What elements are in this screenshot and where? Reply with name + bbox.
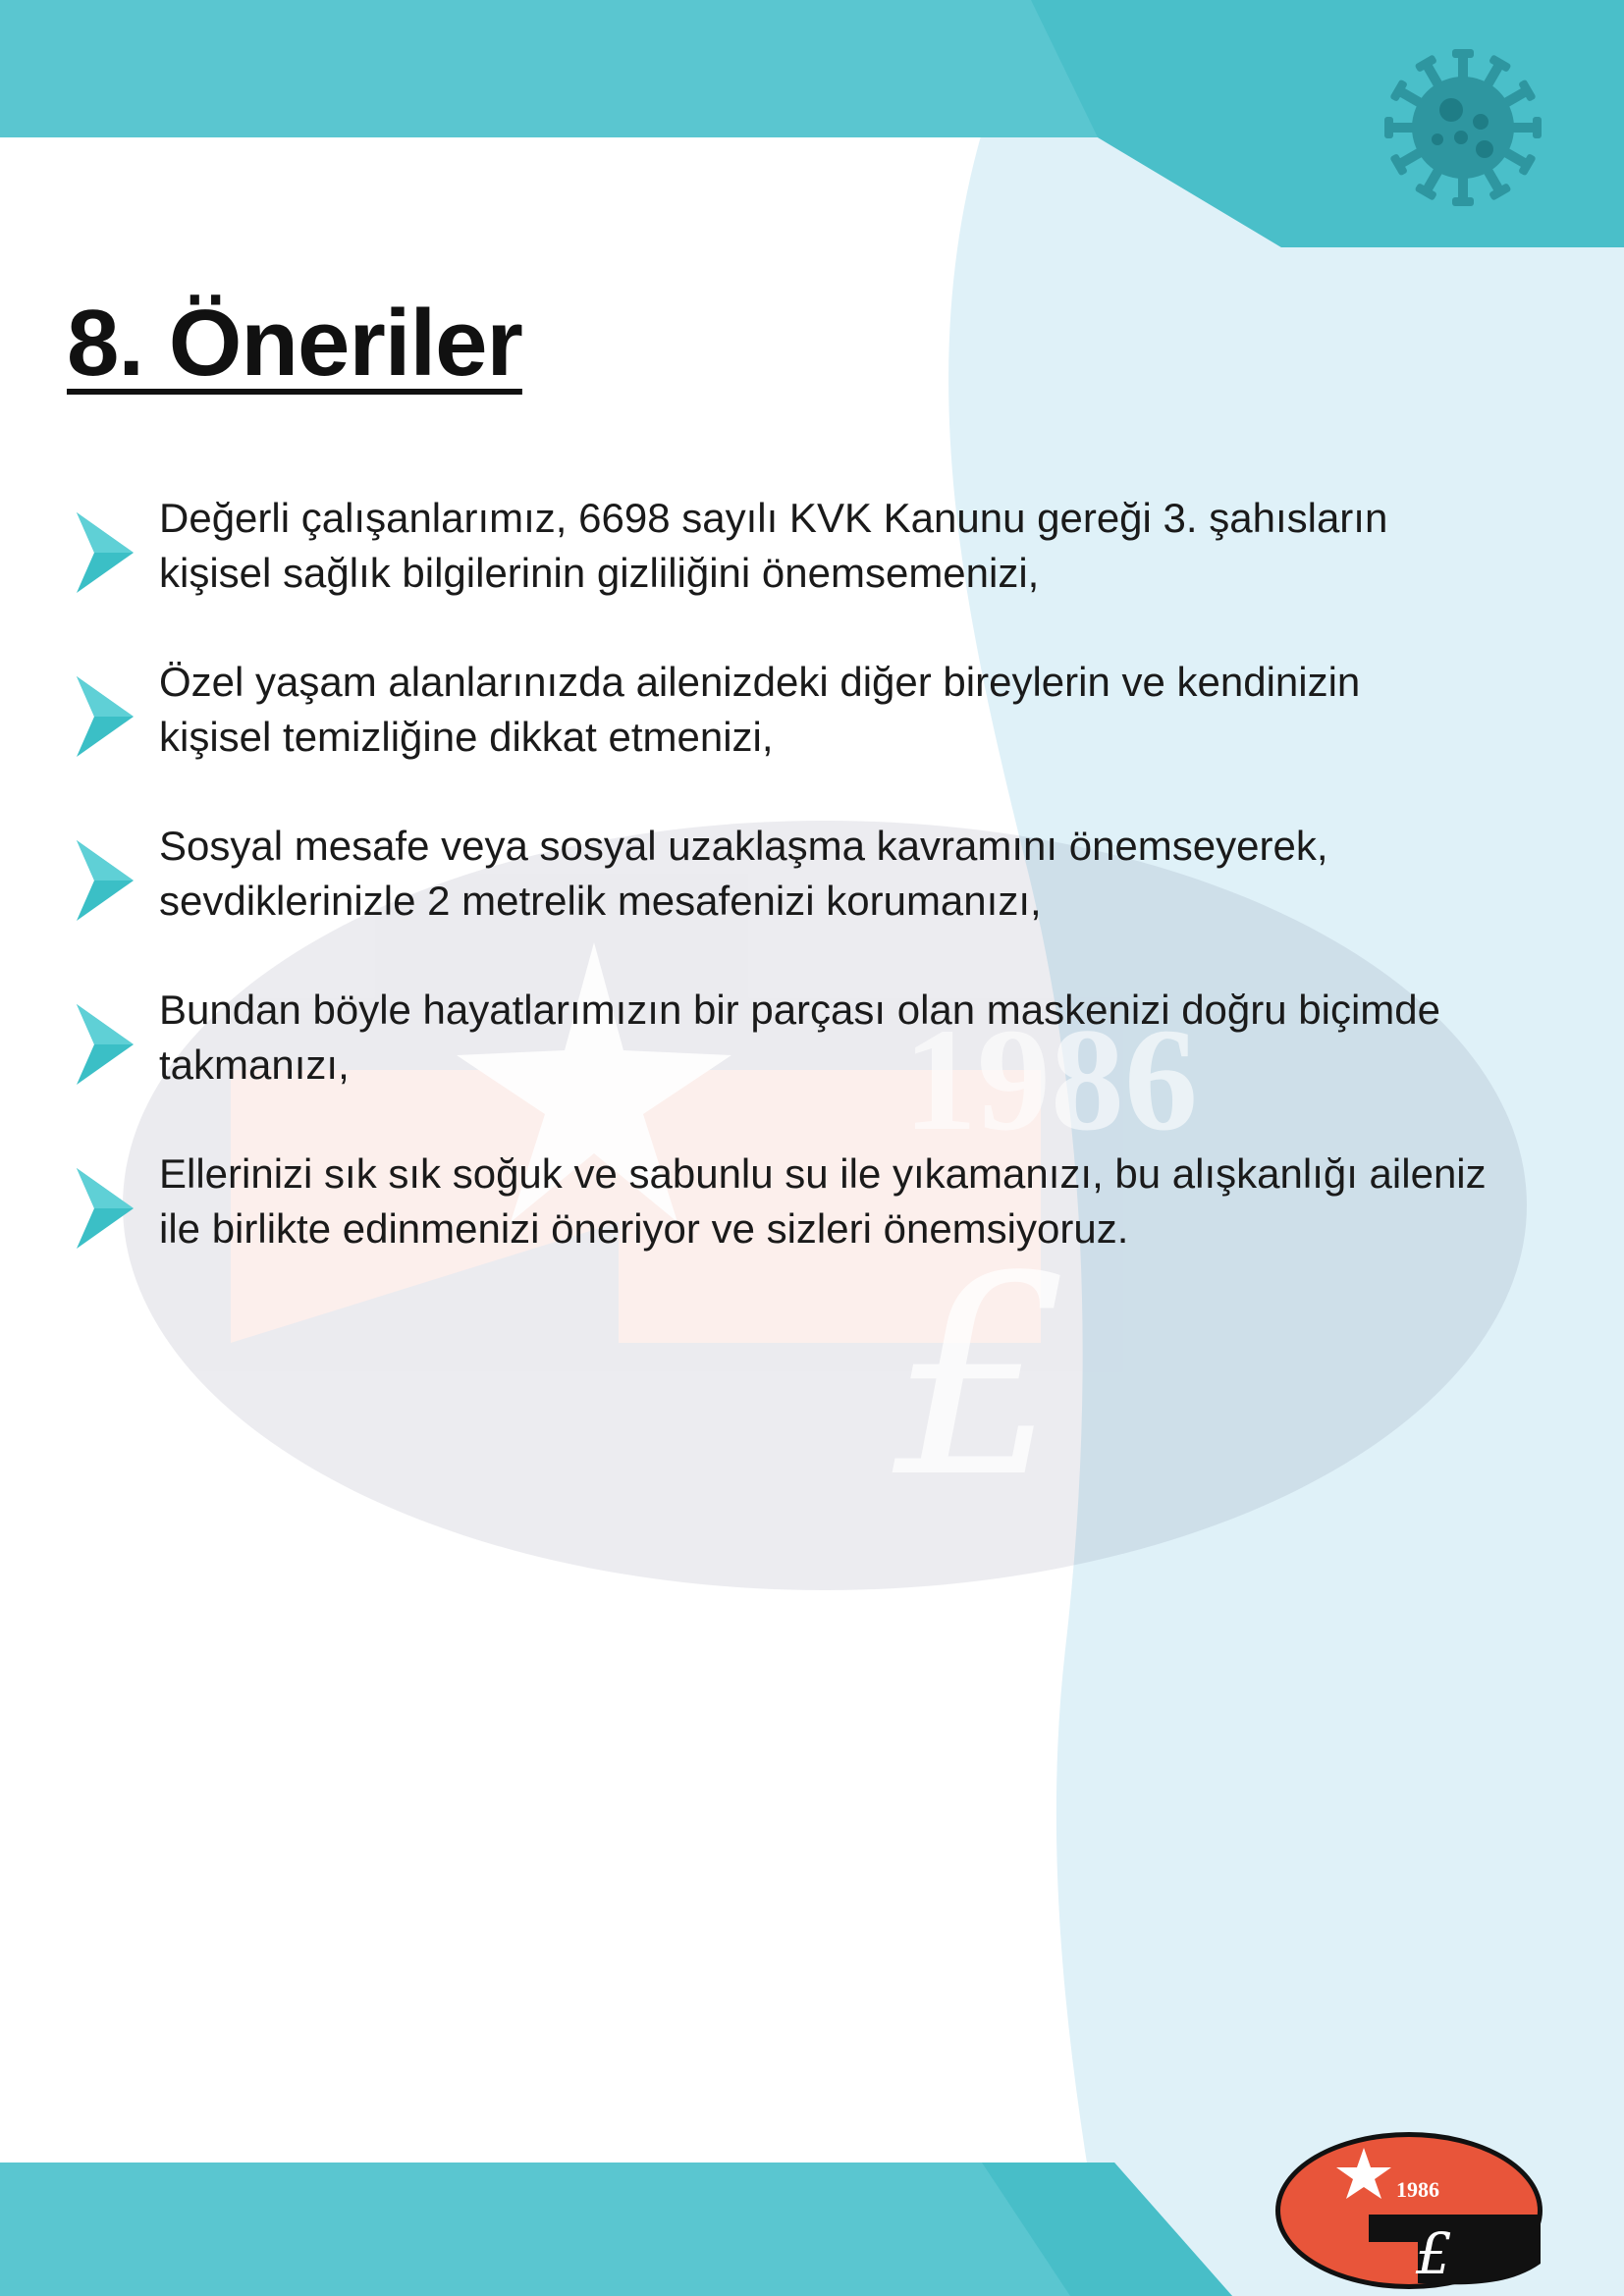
logo-year: 1986 [1396, 2177, 1439, 2202]
recommendation-line: kişisel sağlık bilgilerinin gizliliğini önemsemenizi, [159, 550, 1040, 596]
recommendation-line: sevdiklerinizle 2 metrelik mesafenizi korumanızı, [159, 878, 1042, 924]
recommendation-text [159, 655, 1624, 765]
recommendation-line: ile birlikte edinmenizi öneriyor ve sizleri önemsiyoruz. [159, 1205, 1129, 1252]
chevron-arrow-icon [77, 1168, 134, 1249]
list-item [77, 983, 1569, 1147]
recommendation-text [159, 1147, 1624, 1256]
chevron-arrow-icon [77, 1004, 134, 1085]
page-title: 8. Öneriler [67, 291, 522, 396]
recommendation-line: kişisel temizliğine dikkat etmenizi, [159, 714, 774, 760]
chevron-arrow-icon [77, 512, 134, 593]
recommendation-line: Bundan böyle hayatlarımızın bir parçası olan maskenizi doğru biçimde [159, 987, 1441, 1033]
list-item [77, 655, 1569, 819]
recommendation-line: Sosyal mesafe veya sosyal uzaklaşma kavramını önemseyerek, [159, 823, 1328, 869]
company-logo [1271, 2126, 1547, 2295]
recommendation-text [159, 819, 1624, 929]
watermark-year: 1986 [903, 998, 1198, 1161]
recommendation-line: Değerli çalışanlarımız, 6698 sayılı KVK Kanunu gereği 3. şahısların [159, 495, 1388, 541]
logo-symbol: £ [1416, 2220, 1452, 2287]
recommendation-line: takmanızı, [159, 1041, 350, 1088]
recommendation-text [159, 491, 1624, 601]
recommendation-line: Özel yaşam alanlarınızda ailenizdeki diğer bireylerin ve kendinizin [159, 659, 1361, 705]
chevron-arrow-icon [77, 840, 134, 921]
list-item [77, 1147, 1569, 1310]
chevron-arrow-icon [77, 676, 134, 757]
list-item [77, 491, 1569, 655]
recommendation-list [77, 491, 1569, 1310]
virus-icon [1380, 44, 1546, 211]
list-item [77, 819, 1569, 983]
recommendation-text [159, 983, 1624, 1093]
recommendation-line: Ellerinizi sık sık soğuk ve sabunlu su ile yıkamanızı, bu alışkanlığı aileniz [159, 1150, 1487, 1197]
watermark-symbol: £ [893, 1218, 1069, 1538]
